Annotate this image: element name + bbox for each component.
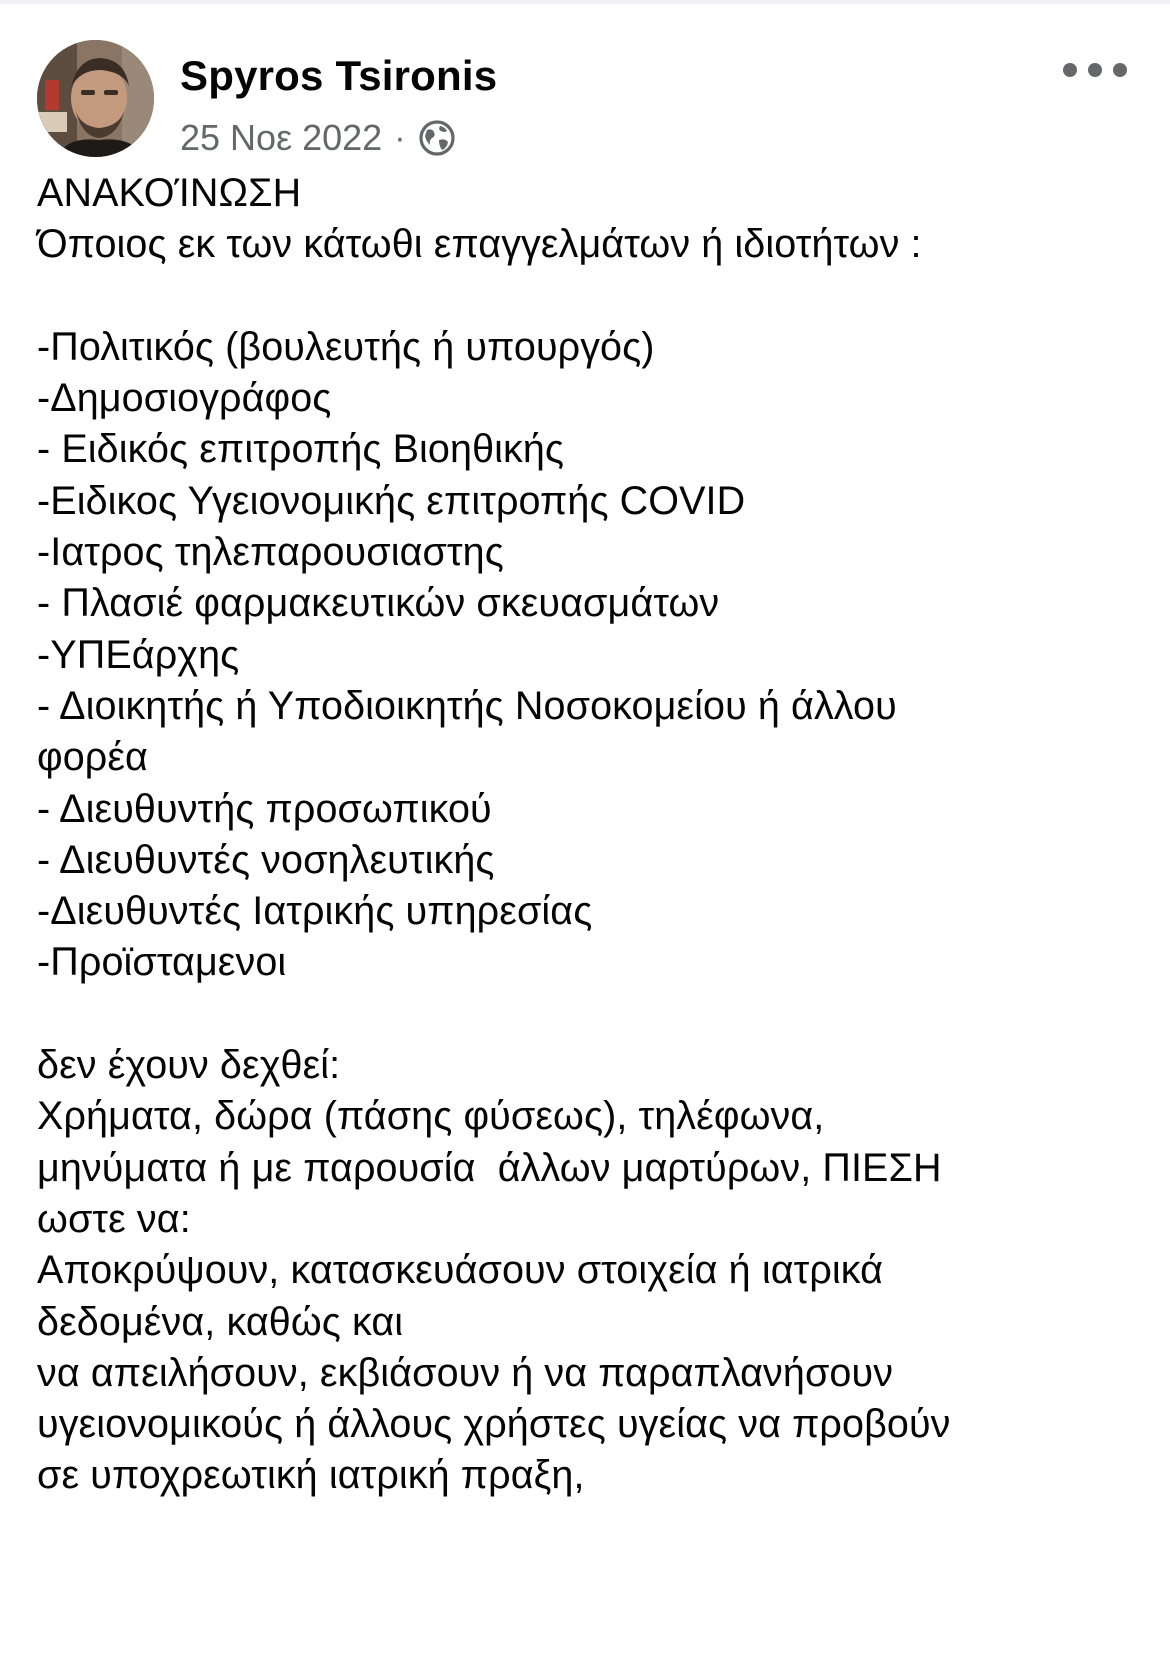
post-header	[37, 40, 1137, 160]
more-options-icon	[1063, 63, 1077, 77]
more-dot	[1088, 63, 1102, 77]
globe-icon[interactable]	[418, 119, 456, 157]
post-text-line: -Ειδικος Υγειονομικής επιτροπής COVID	[37, 478, 746, 523]
post-text-line: -Πολιτικός (βουλευτής ή υπουργός)	[37, 324, 655, 369]
post-text-line: -ΥΠΕάρχης	[37, 632, 240, 677]
more-dot	[1113, 63, 1127, 77]
avatar-photo	[37, 40, 154, 157]
post-meta	[180, 116, 456, 160]
post-text-line: -Προϊσταμενοι	[37, 940, 287, 985]
post-body	[37, 168, 1137, 1502]
post-text-line: - Διευθυντής προσωπικού	[37, 786, 492, 831]
post-text-line: -Διευθυντές Ιατρικής υπηρεσίας	[37, 889, 593, 934]
avatar[interactable]	[37, 40, 154, 157]
post-text-line: δεν έχουν δεχθεί:	[37, 1043, 341, 1088]
post-text-line: ΑΝΑΚΟΊΝΩΣΗ	[37, 171, 302, 215]
meta-separator: ·	[394, 118, 406, 157]
post-text-line: να απειλήσουν, εκβιάσουν ή να παραπλανήσουν	[37, 1350, 894, 1395]
post-text-line: Χρήματα, δώρα (πάσης φύσεως), τηλέφωνα,	[37, 1094, 825, 1139]
post-date[interactable]: 25 Νοε 2022	[180, 117, 383, 158]
post-text-line: Αποκρύψουν, κατασκευάσουν στοιχεία ή ιατρικά	[37, 1248, 884, 1293]
more-options-button[interactable]	[1063, 50, 1127, 90]
post-text-line: δεδομένα, καθώς και	[37, 1299, 404, 1344]
blank-line	[37, 271, 1137, 322]
post-text-line: -Ιατρος τηλεπαρουσιαστης	[37, 530, 504, 575]
post-text-line: - Πλασιέ φαρμακευτικών σκευασμάτων	[37, 581, 720, 626]
post-text-line: μηνύματα ή με παρουσία άλλων μαρτύρων, ΠΙΕΣΗ	[37, 1145, 942, 1190]
post-text-line: - Ειδικός επιτροπής Βιοηθικής	[37, 427, 565, 472]
post-text-line: σε υποχρεωτική ιατρική πραξη,	[37, 1453, 585, 1498]
post-text-line: - Διοικητής ή Υποδιοικητής Νοσοκομείου ή άλλου	[37, 683, 897, 728]
post-text-line: υγειονομικούς ή άλλους χρήστες υγείας να προβούν	[37, 1402, 951, 1447]
post-text-line: φορέα	[37, 735, 148, 780]
author-name[interactable]: Spyros Tsironis	[180, 52, 498, 99]
top-divider	[0, 0, 1170, 4]
post-text-line: Όποιος εκ των κάτωθι επαγγελμάτων ή ιδιοτήτων :	[37, 222, 922, 267]
post-text-line: ωστε να:	[37, 1196, 191, 1241]
blank-line	[37, 989, 1137, 1040]
post-text-line: - Διευθυντές νοσηλευτικής	[37, 837, 495, 882]
post-text-line: -Δημοσιογράφος	[37, 376, 332, 421]
